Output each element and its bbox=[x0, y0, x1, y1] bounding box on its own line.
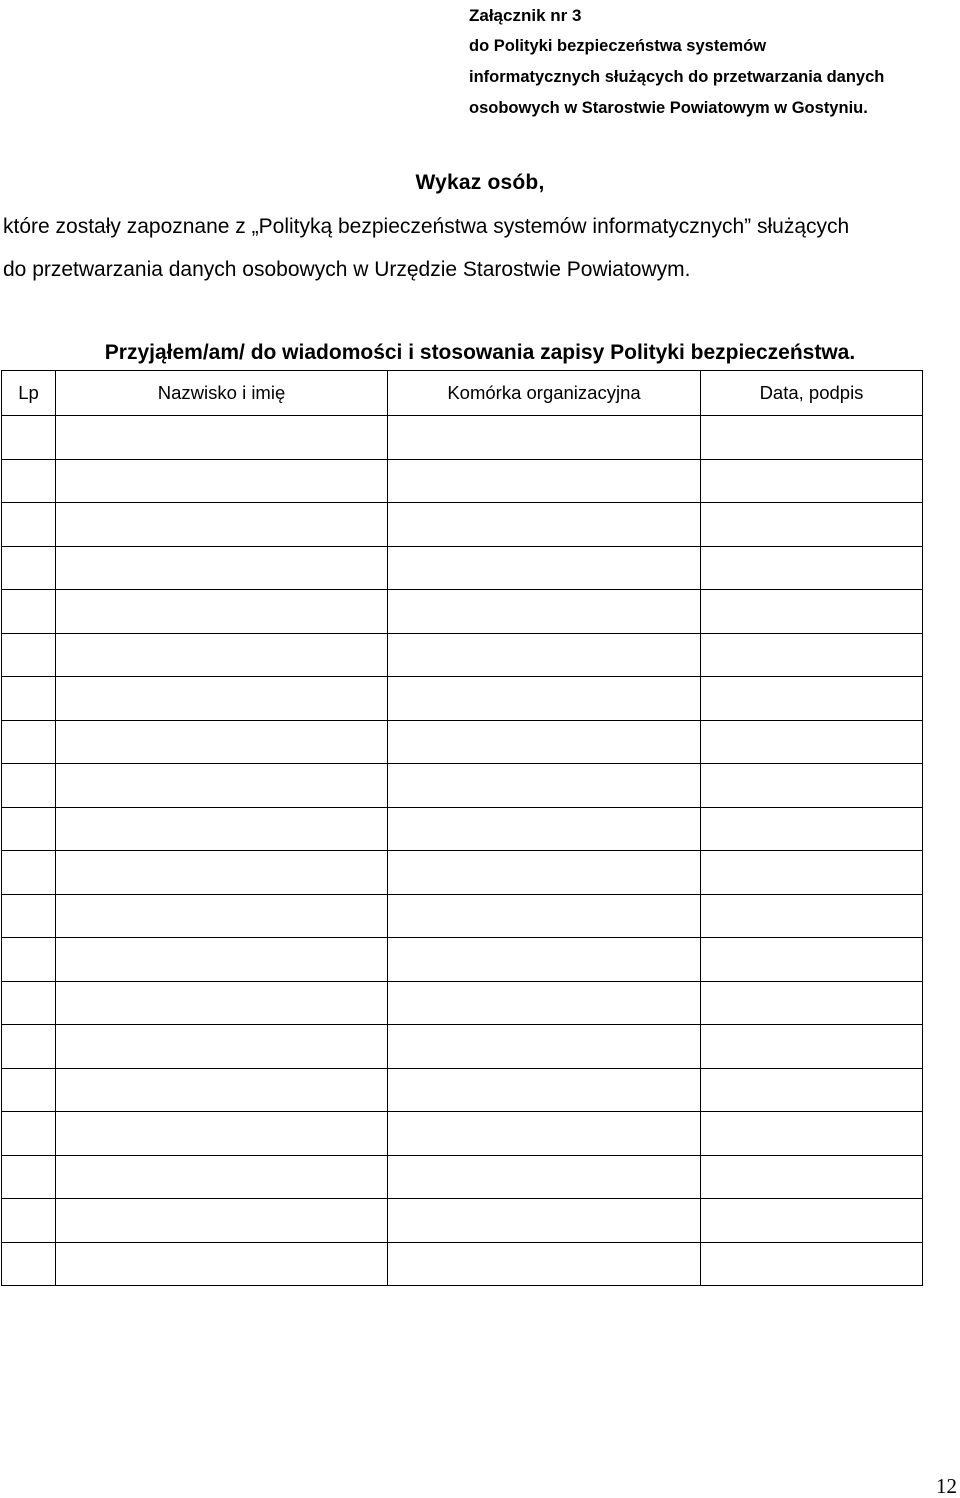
cell-unit bbox=[388, 938, 701, 982]
cell-unit bbox=[388, 459, 701, 503]
cell-date-signature bbox=[701, 1199, 923, 1243]
table-row bbox=[2, 416, 923, 460]
table-row bbox=[2, 590, 923, 634]
column-header-date-signature: Data, podpis bbox=[701, 371, 923, 416]
cell-name bbox=[56, 1199, 388, 1243]
table-row bbox=[2, 1025, 923, 1069]
cell-unit bbox=[388, 851, 701, 895]
cell-lp bbox=[2, 1199, 56, 1243]
table-row bbox=[2, 1242, 923, 1286]
cell-date-signature bbox=[701, 459, 923, 503]
cell-unit bbox=[388, 764, 701, 808]
cell-unit bbox=[388, 981, 701, 1025]
table-row bbox=[2, 1112, 923, 1156]
cell-lp bbox=[2, 1025, 56, 1069]
cell-date-signature bbox=[701, 1242, 923, 1286]
cell-unit bbox=[388, 1068, 701, 1112]
cell-lp bbox=[2, 1155, 56, 1199]
cell-unit bbox=[388, 416, 701, 460]
cell-name bbox=[56, 981, 388, 1025]
table-row bbox=[2, 851, 923, 895]
table-row bbox=[2, 764, 923, 808]
acknowledgement-statement: Przyjąłem/am/ do wiadomości i stosowania zapisy Polityki bezpieczeństwa. bbox=[104, 341, 856, 364]
cell-name bbox=[56, 807, 388, 851]
cell-lp bbox=[2, 503, 56, 547]
cell-lp bbox=[2, 416, 56, 460]
cell-name bbox=[56, 764, 388, 808]
cell-lp bbox=[2, 1068, 56, 1112]
attachment-header-line: osobowych w Starostwie Powiatowym w Gostyniu. bbox=[469, 99, 868, 117]
cell-lp bbox=[2, 807, 56, 851]
cell-unit bbox=[388, 1199, 701, 1243]
cell-unit bbox=[388, 1112, 701, 1156]
cell-lp bbox=[2, 938, 56, 982]
table-row bbox=[2, 546, 923, 590]
signature-table bbox=[1, 370, 923, 1286]
table-row bbox=[2, 459, 923, 503]
cell-lp bbox=[2, 720, 56, 764]
cell-date-signature bbox=[701, 503, 923, 547]
table-row bbox=[2, 938, 923, 982]
cell-name bbox=[56, 546, 388, 590]
table-row bbox=[2, 1068, 923, 1112]
cell-name bbox=[56, 851, 388, 895]
cell-date-signature bbox=[701, 1025, 923, 1069]
column-header-name: Nazwisko i imię bbox=[56, 371, 388, 416]
cell-unit bbox=[388, 546, 701, 590]
cell-date-signature bbox=[701, 633, 923, 677]
cell-unit bbox=[388, 633, 701, 677]
cell-date-signature bbox=[701, 894, 923, 938]
cell-unit bbox=[388, 1155, 701, 1199]
cell-lp bbox=[2, 590, 56, 634]
table-row bbox=[2, 807, 923, 851]
attachment-header bbox=[469, 0, 949, 124]
cell-date-signature bbox=[701, 590, 923, 634]
document-title: Wykaz osób, bbox=[415, 171, 545, 194]
cell-lp bbox=[2, 546, 56, 590]
table-row bbox=[2, 633, 923, 677]
cell-lp bbox=[2, 981, 56, 1025]
attachment-number: Załącznik nr 3 bbox=[469, 6, 582, 25]
intro-paragraph bbox=[3, 205, 960, 291]
cell-name bbox=[56, 894, 388, 938]
cell-unit bbox=[388, 1025, 701, 1069]
cell-date-signature bbox=[701, 720, 923, 764]
column-header-lp: Lp bbox=[2, 371, 56, 416]
page-number: 12 bbox=[936, 1474, 957, 1498]
cell-date-signature bbox=[701, 807, 923, 851]
table-row bbox=[2, 894, 923, 938]
cell-name bbox=[56, 1068, 388, 1112]
cell-date-signature bbox=[701, 938, 923, 982]
cell-unit bbox=[388, 807, 701, 851]
table-row bbox=[2, 720, 923, 764]
cell-name bbox=[56, 459, 388, 503]
table-row bbox=[2, 677, 923, 721]
table-header-row bbox=[2, 371, 923, 416]
cell-unit bbox=[388, 894, 701, 938]
cell-name bbox=[56, 1025, 388, 1069]
cell-name bbox=[56, 677, 388, 721]
cell-lp bbox=[2, 764, 56, 808]
cell-name bbox=[56, 1112, 388, 1156]
cell-unit bbox=[388, 1242, 701, 1286]
column-header-unit: Komórka organizacyjna bbox=[388, 371, 701, 416]
cell-lp bbox=[2, 851, 56, 895]
table-body bbox=[2, 416, 923, 1286]
cell-date-signature bbox=[701, 1068, 923, 1112]
attachment-header-line: informatycznych służących do przetwarzania danych bbox=[469, 68, 885, 86]
cell-name bbox=[56, 720, 388, 764]
cell-date-signature bbox=[701, 764, 923, 808]
intro-line: które zostały zapoznane z „Polityką bezpieczeństwa systemów informatycznych” służących bbox=[3, 215, 850, 238]
table-row bbox=[2, 981, 923, 1025]
cell-name bbox=[56, 633, 388, 677]
attachment-header-line: do Polityki bezpieczeństwa systemów bbox=[469, 37, 767, 55]
cell-name bbox=[56, 416, 388, 460]
cell-date-signature bbox=[701, 1112, 923, 1156]
cell-date-signature bbox=[701, 677, 923, 721]
intro-line: do przetwarzania danych osobowych w Urzędzie Starostwie Powiatowym. bbox=[3, 258, 691, 281]
table-row bbox=[2, 1155, 923, 1199]
cell-lp bbox=[2, 1112, 56, 1156]
table-row bbox=[2, 1199, 923, 1243]
cell-date-signature bbox=[701, 1155, 923, 1199]
cell-name bbox=[56, 503, 388, 547]
cell-unit bbox=[388, 677, 701, 721]
cell-name bbox=[56, 590, 388, 634]
cell-unit bbox=[388, 720, 701, 764]
cell-name bbox=[56, 938, 388, 982]
cell-name bbox=[56, 1155, 388, 1199]
cell-lp bbox=[2, 1242, 56, 1286]
cell-date-signature bbox=[701, 546, 923, 590]
cell-unit bbox=[388, 590, 701, 634]
cell-lp bbox=[2, 633, 56, 677]
cell-date-signature bbox=[701, 981, 923, 1025]
table-row bbox=[2, 503, 923, 547]
cell-lp bbox=[2, 677, 56, 721]
cell-lp bbox=[2, 894, 56, 938]
cell-lp bbox=[2, 459, 56, 503]
cell-date-signature bbox=[701, 416, 923, 460]
cell-date-signature bbox=[701, 851, 923, 895]
cell-unit bbox=[388, 503, 701, 547]
cell-name bbox=[56, 1242, 388, 1286]
